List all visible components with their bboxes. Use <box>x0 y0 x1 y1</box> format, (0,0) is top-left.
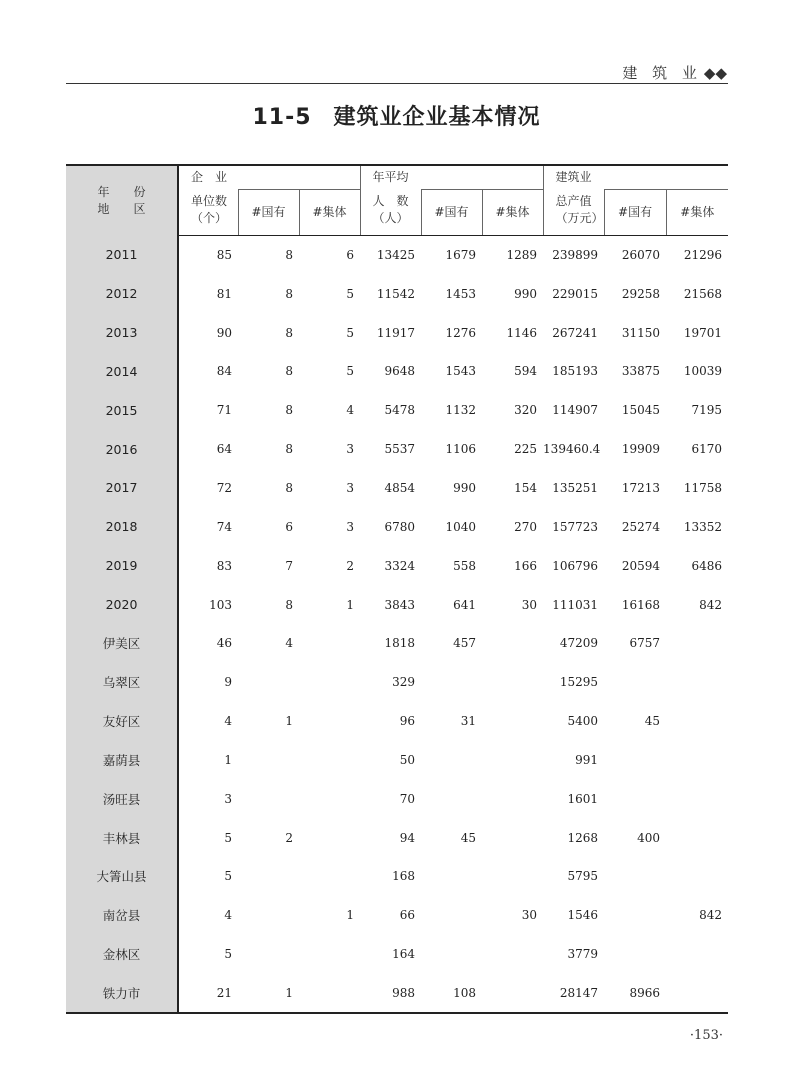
cell-units-state: 8 <box>285 247 293 262</box>
cell-output-state <box>604 779 666 818</box>
table-row <box>66 974 728 1014</box>
cell-units-state: 6 <box>285 519 293 534</box>
cell-employees-collective <box>482 818 543 857</box>
cell-output-collective <box>666 779 728 818</box>
running-head <box>622 62 727 83</box>
cell-employees-collective <box>482 740 543 779</box>
cell-employees: 5537 <box>384 442 416 457</box>
table-container <box>66 164 728 1014</box>
diamond-mark-icon: ◆◆ <box>703 64 727 82</box>
cell-employees-collective: 594 <box>514 364 538 379</box>
table-row <box>66 624 728 663</box>
cell-units: 4 <box>224 714 232 729</box>
sub-header-employees-state: #国有 <box>421 189 482 235</box>
cell-units-state: 7 <box>285 558 293 573</box>
table-row <box>66 935 728 974</box>
cell-employees-collective: 30 <box>521 908 538 923</box>
cell-employees: 1818 <box>384 636 416 651</box>
cell-units-collective <box>299 624 360 663</box>
cell-output: 47209 <box>559 636 599 651</box>
cell-units-collective: 1 <box>346 597 355 612</box>
cell-units-state: 8 <box>285 286 293 301</box>
cell-employees: 164 <box>392 947 416 962</box>
cell-units-collective: 4 <box>346 403 355 418</box>
cell-output: 1268 <box>567 830 599 845</box>
cell-units: 1 <box>224 752 232 767</box>
cell-units-collective <box>299 818 360 857</box>
cell-employees-state <box>421 896 482 935</box>
cell-output-collective: 6170 <box>691 442 723 457</box>
cell-output-state: 6757 <box>629 636 661 651</box>
cell-units-state: 8 <box>285 403 293 418</box>
cell-output-state: 45 <box>644 714 661 729</box>
cell-units-state: 8 <box>285 597 293 612</box>
cell-units-state: 8 <box>285 480 293 495</box>
cell-output-state: 15045 <box>621 403 661 418</box>
cell-employees-collective <box>482 935 543 974</box>
cell-employees: 988 <box>360 974 421 1014</box>
row-label: 2011 <box>66 235 178 274</box>
cell-output-state <box>604 857 666 896</box>
cell-units-state <box>238 935 299 974</box>
sub-header-units-collective: #集体 <box>299 189 360 235</box>
row-label: 2017 <box>66 469 178 508</box>
cell-employees-collective <box>482 779 543 818</box>
cell-employees-state: 641 <box>453 597 477 612</box>
group-header-units-lines <box>178 189 238 235</box>
cell-employees-state <box>421 740 482 779</box>
table-row <box>66 507 728 546</box>
cell-employees: 11917 <box>376 325 416 340</box>
table-row <box>66 274 728 313</box>
cell-output: 1601 <box>567 791 599 806</box>
cell-employees: 94 <box>399 830 416 845</box>
cell-units-collective: 6 <box>346 247 355 262</box>
cell-output: 157723 <box>552 519 599 534</box>
table-row <box>66 430 728 469</box>
cell-employees-state: 558 <box>453 558 477 573</box>
cell-output-collective: 19701 <box>683 325 723 340</box>
cell-output-collective <box>666 818 728 857</box>
cell-employees-state: 990 <box>453 480 477 495</box>
row-label: 友好区 <box>66 702 178 741</box>
cell-output: 139460.4 <box>543 442 601 457</box>
cell-output: 3779 <box>567 947 599 962</box>
cell-output-collective <box>666 857 728 896</box>
cell-output-state: 19909 <box>621 442 661 457</box>
cell-output: 229015 <box>552 286 599 301</box>
cell-output-state: 17213 <box>621 480 661 495</box>
cell-units: 74 <box>216 519 232 534</box>
table-body <box>66 235 728 1013</box>
row-label: 2013 <box>66 313 178 352</box>
cell-output-collective: 21568 <box>683 286 723 301</box>
cell-units-collective <box>299 974 360 1014</box>
cell-units-collective: 3 <box>346 519 355 534</box>
table-row <box>66 779 728 818</box>
cell-units: 5 <box>224 830 232 845</box>
cell-units: 84 <box>216 364 232 379</box>
table-row <box>66 702 728 741</box>
cell-output: 135251 <box>552 480 599 495</box>
cell-employees-collective: 154 <box>514 480 538 495</box>
cell-employees-state: 31 <box>460 714 477 729</box>
table-row <box>66 896 728 935</box>
cell-employees-collective: 166 <box>514 558 538 573</box>
row-label: 2012 <box>66 274 178 313</box>
cell-output: 267241 <box>552 325 599 340</box>
table-row <box>66 857 728 896</box>
row-label: 乌翠区 <box>66 663 178 702</box>
table-row <box>66 352 728 391</box>
cell-units-collective: 1 <box>346 908 355 923</box>
cell-output-state <box>604 896 666 935</box>
cell-units: 64 <box>216 442 232 457</box>
table-header <box>66 165 728 235</box>
cell-employees-state: 1106 <box>445 442 477 457</box>
cell-employees-collective: 30 <box>521 597 538 612</box>
cell-employees: 329 <box>392 675 416 690</box>
cell-units-collective: 2 <box>346 558 355 573</box>
cell-output-state: 29258 <box>621 286 661 301</box>
cell-units-state: 1 <box>285 714 293 729</box>
cell-output: 15295 <box>559 675 599 690</box>
row-label: 2019 <box>66 546 178 585</box>
cell-employees: 70 <box>399 791 416 806</box>
cell-output-collective: 7195 <box>691 403 723 418</box>
cell-units-collective <box>299 935 360 974</box>
cell-employees-state <box>421 779 482 818</box>
row-label: 嘉荫县 <box>66 740 178 779</box>
cell-employees: 9648 <box>384 364 416 379</box>
row-label: 铁力市 <box>66 974 178 1014</box>
sub-header-output-collective: #集体 <box>666 189 728 235</box>
cell-output-state: 25274 <box>621 519 661 534</box>
cell-output-state: 20594 <box>621 558 661 573</box>
cell-units-collective <box>299 663 360 702</box>
table-row <box>66 313 728 352</box>
cell-employees: 168 <box>392 869 416 884</box>
cell-units-state: 2 <box>285 830 293 845</box>
cell-output-state <box>604 663 666 702</box>
row-label: 2016 <box>66 430 178 469</box>
cell-employees-state <box>421 663 482 702</box>
cell-output-collective <box>666 624 728 663</box>
cell-employees-state: 108 <box>421 974 482 1014</box>
cell-output-state: 400 <box>637 830 661 845</box>
table-title: 建筑业企业基本情况 <box>333 105 541 130</box>
stub-header-line-2: 地 区 <box>97 201 146 216</box>
cell-output-state <box>604 740 666 779</box>
cell-output: 5795 <box>567 869 599 884</box>
cell-units: 83 <box>216 558 232 573</box>
row-label: 2014 <box>66 352 178 391</box>
cell-units-collective <box>299 740 360 779</box>
group-header-units-line-1: 企 业 <box>191 169 228 184</box>
cell-units: 21 <box>178 974 238 1014</box>
table-row <box>66 469 728 508</box>
cell-output: 114907 <box>552 403 599 418</box>
cell-output-collective <box>666 740 728 779</box>
cell-employees-collective <box>482 624 543 663</box>
cell-units-collective: 5 <box>346 286 355 301</box>
cell-employees-collective: 225 <box>514 442 538 457</box>
cell-employees-state: 1040 <box>445 519 477 534</box>
cell-units-state: 8 <box>285 442 293 457</box>
cell-units-state: 1 <box>238 974 299 1014</box>
group-header-output <box>543 165 728 189</box>
cell-output-collective <box>666 974 728 1014</box>
cell-output-collective: 842 <box>699 597 723 612</box>
cell-employees-collective <box>482 663 543 702</box>
cell-units: 103 <box>209 597 232 612</box>
cell-output-collective: 10039 <box>683 364 723 379</box>
cell-employees: 50 <box>399 752 416 767</box>
cell-employees-collective: 990 <box>514 286 538 301</box>
page-title <box>0 100 793 131</box>
cell-output: 1546 <box>567 908 599 923</box>
cell-employees: 3324 <box>384 558 416 573</box>
cell-output-collective: 11758 <box>683 480 723 495</box>
cell-output-collective: 21296 <box>683 247 723 262</box>
cell-employees-state <box>421 935 482 974</box>
cell-output-state: 26070 <box>621 247 661 262</box>
stub-header <box>66 165 178 235</box>
cell-units-state <box>238 740 299 779</box>
cell-employees: 4854 <box>384 480 416 495</box>
table-row <box>66 818 728 857</box>
group-header-units-line-3: （个） <box>191 211 228 225</box>
row-label: 丰林县 <box>66 818 178 857</box>
sub-header-units-state: #国有 <box>238 189 299 235</box>
cell-output-state: 16168 <box>621 597 661 612</box>
cell-units-collective <box>299 779 360 818</box>
cell-units: 85 <box>216 247 232 262</box>
cell-output: 239899 <box>552 247 599 262</box>
cell-employees: 66 <box>399 908 416 923</box>
cell-units-collective: 3 <box>346 442 355 457</box>
cell-units-state <box>238 779 299 818</box>
group-header-output-line-2: 总产值 <box>555 194 592 208</box>
cell-units: 72 <box>216 480 232 495</box>
row-label: 伊美区 <box>66 624 178 663</box>
cell-output-collective: 842 <box>699 908 723 923</box>
cell-units: 5 <box>224 869 232 884</box>
sub-header-output-state: #国有 <box>604 189 666 235</box>
cell-units-state <box>238 663 299 702</box>
cell-units-state <box>238 896 299 935</box>
cell-employees-state: 1453 <box>445 286 477 301</box>
cell-units-collective <box>299 702 360 741</box>
cell-units: 9 <box>224 675 232 690</box>
cell-units: 46 <box>216 636 232 651</box>
cell-employees-collective <box>482 702 543 741</box>
row-label: 2020 <box>66 585 178 624</box>
cell-employees: 6780 <box>384 519 416 534</box>
cell-units-collective <box>299 857 360 896</box>
cell-units-state: 8 <box>285 364 293 379</box>
table-row <box>66 740 728 779</box>
cell-output: 5400 <box>567 714 599 729</box>
group-header-output-lines <box>543 189 604 235</box>
group-header-output-line-3: （万元） <box>555 211 604 225</box>
cell-employees-state: 1679 <box>445 247 477 262</box>
cell-employees: 13425 <box>376 247 416 262</box>
cell-output-collective <box>666 935 728 974</box>
cell-units: 90 <box>216 325 232 340</box>
row-label: 南岔县 <box>66 896 178 935</box>
header-rule <box>66 83 728 84</box>
cell-employees-collective <box>482 974 543 1014</box>
cell-employees-state <box>421 857 482 896</box>
page-number: ·153· <box>689 1028 723 1043</box>
row-label: 2015 <box>66 391 178 430</box>
row-label: 2018 <box>66 507 178 546</box>
cell-employees-collective: 1289 <box>506 247 538 262</box>
cell-employees: 96 <box>399 714 416 729</box>
cell-employees-state: 1543 <box>445 364 477 379</box>
row-label: 大箐山县 <box>66 857 178 896</box>
cell-employees-collective: 1146 <box>506 325 538 340</box>
cell-output-collective: 6486 <box>691 558 723 573</box>
cell-output-state: 33875 <box>621 364 661 379</box>
cell-employees: 11542 <box>376 286 416 301</box>
cell-employees-collective <box>482 857 543 896</box>
sub-header-employees-collective: #集体 <box>482 189 543 235</box>
cell-employees-collective: 270 <box>514 519 538 534</box>
cell-units-collective: 5 <box>346 325 355 340</box>
group-header-units <box>178 165 360 189</box>
running-head-text: 建 筑 业 <box>622 64 702 82</box>
cell-output: 106796 <box>552 558 599 573</box>
cell-employees-collective: 320 <box>514 403 538 418</box>
group-header-output-line-1: 建筑业 <box>555 169 592 184</box>
cell-output-collective <box>666 702 728 741</box>
cell-employees-state: 45 <box>460 830 477 845</box>
table-row <box>66 391 728 430</box>
cell-output: 28147 <box>543 974 604 1014</box>
data-table <box>66 164 728 1014</box>
group-header-employees-line-3: （人） <box>372 211 409 225</box>
cell-employees-state: 457 <box>453 636 477 651</box>
group-header-employees-line-1: 年平均 <box>372 169 409 184</box>
group-header-employees-line-2: 人 数 <box>372 194 409 208</box>
cell-employees: 3843 <box>384 597 416 612</box>
group-header-employees <box>360 165 543 189</box>
cell-output-collective <box>666 663 728 702</box>
stub-header-line-1: 年 份 <box>97 184 146 199</box>
cell-units: 5 <box>224 947 232 962</box>
row-label: 汤旺县 <box>66 779 178 818</box>
cell-output-state: 31150 <box>621 325 661 340</box>
cell-output-state <box>604 935 666 974</box>
cell-units: 3 <box>224 791 232 806</box>
table-number: 11-5 <box>252 105 312 130</box>
cell-employees-state: 1132 <box>445 403 477 418</box>
table-row <box>66 663 728 702</box>
cell-units-collective: 5 <box>346 364 355 379</box>
group-header-employees-lines <box>360 189 421 235</box>
cell-units: 4 <box>224 908 232 923</box>
row-label: 金林区 <box>66 935 178 974</box>
cell-output-state: 8966 <box>604 974 666 1014</box>
cell-output: 111031 <box>552 597 599 612</box>
cell-output: 185193 <box>552 364 599 379</box>
cell-output: 991 <box>575 752 599 767</box>
cell-units-collective: 3 <box>346 480 355 495</box>
table-row <box>66 585 728 624</box>
cell-units: 81 <box>216 286 232 301</box>
cell-units-state <box>238 857 299 896</box>
cell-employees-state: 1276 <box>445 325 477 340</box>
table-row <box>66 546 728 585</box>
cell-output-collective: 13352 <box>683 519 723 534</box>
group-header-units-line-2: 单位数 <box>191 194 228 208</box>
cell-units: 71 <box>216 403 232 418</box>
cell-units-state: 8 <box>285 325 293 340</box>
cell-units-state: 4 <box>285 636 293 651</box>
cell-employees: 5478 <box>384 403 416 418</box>
table-row <box>66 235 728 274</box>
